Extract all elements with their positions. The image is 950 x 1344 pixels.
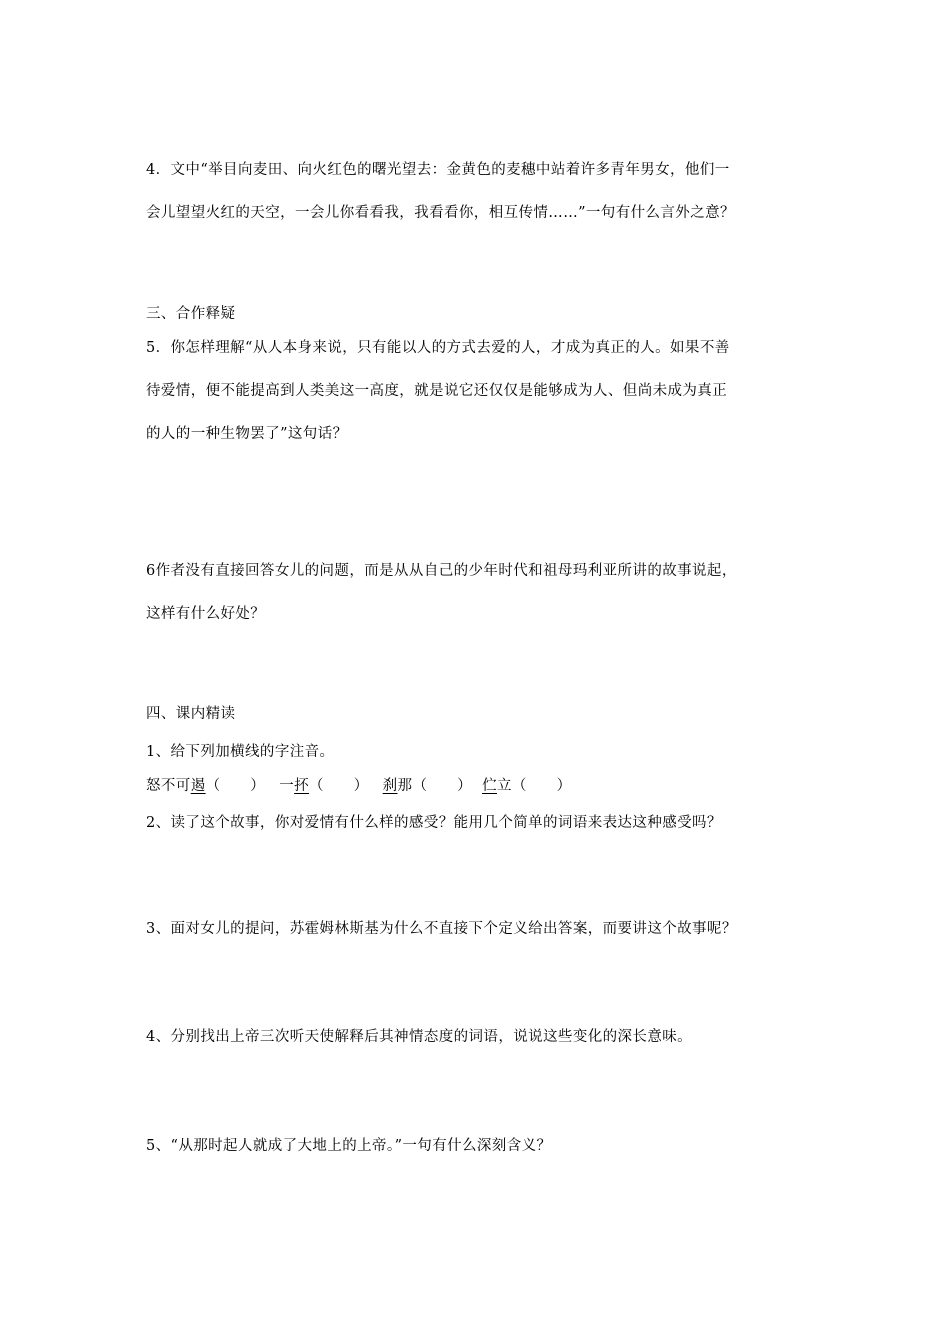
pinyin-item: 一抔（ ） bbox=[279, 778, 369, 794]
section-4-question-5: 5、“从那时起人就成了大地上的上帝。”一句有什么深刻含义？ bbox=[146, 1138, 552, 1154]
underlined-character: 刹 bbox=[382, 778, 398, 794]
section-3-question-5-line-1: 5．你怎样理解“从人本身来说，只有能以人的方式去爱的人，才成为真正的人。如果不善 bbox=[146, 340, 730, 356]
question-4-line-2: 会儿望望火红的天空，一会儿你看看我，我看看你，相互传情……”一句有什么言外之意？ bbox=[146, 205, 735, 221]
underlined-character: 伫 bbox=[482, 778, 497, 794]
answer-blank[interactable]: （ ） bbox=[205, 778, 266, 794]
pinyin-item: 伫立（ ） bbox=[482, 778, 572, 794]
section-4-question-3: 3、面对女儿的提问，苏霍姆林斯基为什么不直接下个定义给出答案，而要讲这个故事呢？ bbox=[146, 921, 737, 937]
underlined-character: 遏 bbox=[190, 778, 206, 794]
question-4-line-1: 4．文中“举目向麦田、向火红色的曙光望去：金黄色的麦穗中站着许多青年男女，他们一 bbox=[146, 162, 730, 178]
section-3-question-5-line-3: 的人的一种生物罢了”这句话？ bbox=[146, 426, 348, 442]
answer-blank[interactable]: （ ） bbox=[412, 778, 473, 794]
section-4-question-4: 4、分别找出上帝三次听天使解释后其神情态度的词语，说说这些变化的深长意味。 bbox=[146, 1029, 693, 1045]
section-3-heading: 三、合作释疑 bbox=[146, 306, 236, 322]
section-4-question-1-prompt: 1、给下列加横线的字注音。 bbox=[146, 744, 335, 760]
section-4-heading: 四、课内精读 bbox=[146, 706, 236, 722]
section-3-question-6-line-2: 这样有什么好处？ bbox=[146, 606, 266, 622]
pinyin-items-row bbox=[146, 776, 571, 796]
section-4-question-2: 2、读了这个故事，你对爱情有什么样的感受？能用几个简单的词语来表达这种感受吗？ bbox=[146, 815, 722, 831]
section-3-question-5-line-2: 待爱情，便不能提高到人类美这一高度，就是说它还仅仅是能够成为人、但尚未成为真正 bbox=[146, 383, 728, 399]
section-3-question-6-line-1: 6作者没有直接回答女儿的问题，而是从从自己的少年时代和祖母玛利亚所讲的故事说起， bbox=[146, 563, 737, 579]
underlined-character: 抔 bbox=[294, 778, 310, 794]
answer-blank[interactable]: （ ） bbox=[511, 778, 572, 794]
answer-blank[interactable]: （ ） bbox=[309, 778, 369, 794]
pinyin-item: 刹那（ ） bbox=[382, 778, 473, 794]
pinyin-item: 怒不可遏（ ） bbox=[146, 778, 266, 794]
